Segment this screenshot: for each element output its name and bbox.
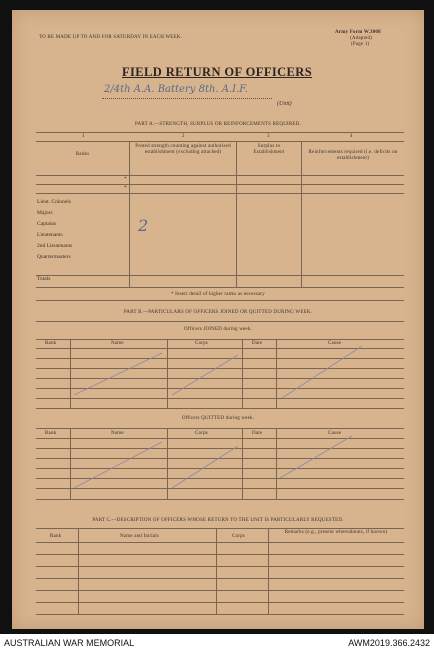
- part-c-heading: PART C.—DESCRIPTION OF OFFICERS WHOSE RETURN TO THE UNIT IS PARTICULARLY REQUESTED.: [92, 518, 344, 523]
- col-number-1: 1: [82, 134, 85, 139]
- joined-col-cause: Cause: [328, 341, 342, 346]
- footer-institution: AUSTRALIAN WAR MEMORIAL: [4, 638, 135, 648]
- form-adapted: (Adapted): [350, 36, 373, 41]
- form-page: (Page 1): [351, 42, 370, 47]
- part-a-heading: PART A.—STRENGTH, SURPLUS OR REINFORCEMENTS REQUIRED.: [135, 122, 301, 127]
- rank-majors: Majors: [37, 210, 53, 216]
- joined-col-name: Name: [111, 341, 124, 346]
- col-head-reinforcements: Reinforcements required (i.e. deficits on establishment): [308, 150, 398, 161]
- col-number-3: 3: [267, 134, 270, 139]
- unit-handwritten: 2/4th A.A. Battery 8th. A.I.F.: [104, 84, 248, 95]
- strike-quitted-name: [74, 442, 162, 488]
- footer-accession: AWM2019.366.2432: [348, 638, 430, 648]
- partc-col-name: Name and Initials: [120, 534, 159, 539]
- col-head-surplus: Surplus to Establishment: [253, 144, 285, 155]
- col-head-ranks: Ranks: [75, 152, 90, 157]
- partc-col-remarks: Remarks (e.g., present whereabouts, if known): [284, 530, 388, 535]
- quitted-title: Officers QUITTED during week.: [181, 416, 255, 421]
- strike-quitted-corps: [172, 446, 238, 488]
- part-a-footnote: * Insert detail of higher ranks as necessary: [171, 292, 265, 297]
- joined-col-rank: Rank: [45, 341, 57, 346]
- quitted-col-corps: Corps: [195, 431, 208, 436]
- col-number-2: 2: [182, 134, 185, 139]
- strike-joined-name: [74, 353, 162, 395]
- quitted-col-name: Name: [111, 431, 124, 436]
- joined-col-corps: Corps: [195, 341, 208, 346]
- instruction-text: TO BE MADE UP TO AND FOR SATURDAY IN EACH WEEK.: [39, 35, 183, 40]
- rank-captains: Captains: [37, 221, 57, 227]
- rank-totals: Totals: [37, 276, 51, 282]
- joined-col-date: Date: [252, 341, 263, 346]
- joined-title: Officers JOINED during week.: [184, 327, 252, 332]
- quitted-col-rank: Rank: [45, 431, 57, 436]
- form-sheet: TO BE MADE UP TO AND FOR SATURDAY IN EACH WEEK. Army Form W.3008 (Adapted) (Page 1) FIELD RETURN OF OFFICERS 2/4th A.A. Battery 8th. A.I.F. (Unit) PART A.—STRENGTH, SURPLUS OR REINFORCEMENTS REQUIRED. 1 2 3 4 Ranks Posted strength counting against authorised establishment (excluding attached) Surplus to Establishment Reinforcements required (i.e. deficits on establishment) * * Lieut. Colonels Majors Captains Lieutenants 2nd Lieutenants Quartermasters Totals 2 * Insert detail of higher ranks as necessary PART B.—PARTICULARS OF OFFICERS JOINED OR QUITTED DURING WEEK. Officers JOINED during week. Rank Name Corps Date Cause Officers QUITTED during week. Rank Name Corps Date Cause PART C.—DESCRIPTION OF OFFICERS WHOSE RETURN TO THE UNIT IS PARTICULARLY REQUESTED. Rank Name and Initials Corps Remarks (e.g., present whereabouts, if known): [12, 10, 424, 629]
- rank-quartermasters: Quartermasters: [37, 254, 71, 260]
- quitted-col-date: Date: [252, 431, 263, 436]
- strike-joined-cause: [282, 346, 362, 398]
- rank-lieutenants: Lieutenants: [37, 232, 63, 238]
- form-number: Army Form W.3008: [335, 30, 381, 35]
- col-number-4: 4: [350, 134, 353, 139]
- captains-posted-value: 2: [138, 216, 149, 235]
- rank-lieut-colonels: Lieut. Colonels: [37, 199, 71, 205]
- quitted-col-cause: Cause: [328, 431, 342, 436]
- page-title: FIELD RETURN OF OFFICERS: [122, 65, 313, 79]
- pencil-strike-lines: [12, 10, 424, 629]
- rank-2nd-lieutenants: 2nd Lieutenants: [37, 243, 73, 249]
- unit-label: (Unit): [277, 101, 292, 107]
- part-b-heading: PART B.—PARTICULARS OF OFFICERS JOINED OR QUITTED DURING WEEK.: [123, 310, 313, 315]
- col-head-posted: Posted strength counting against authorised establishment (excluding attached): [135, 144, 231, 155]
- strike-joined-corps: [172, 355, 238, 395]
- strike-quitted-cause: [280, 436, 352, 478]
- partc-col-corps: Corps: [232, 534, 245, 539]
- partc-col-rank: Rank: [50, 534, 62, 539]
